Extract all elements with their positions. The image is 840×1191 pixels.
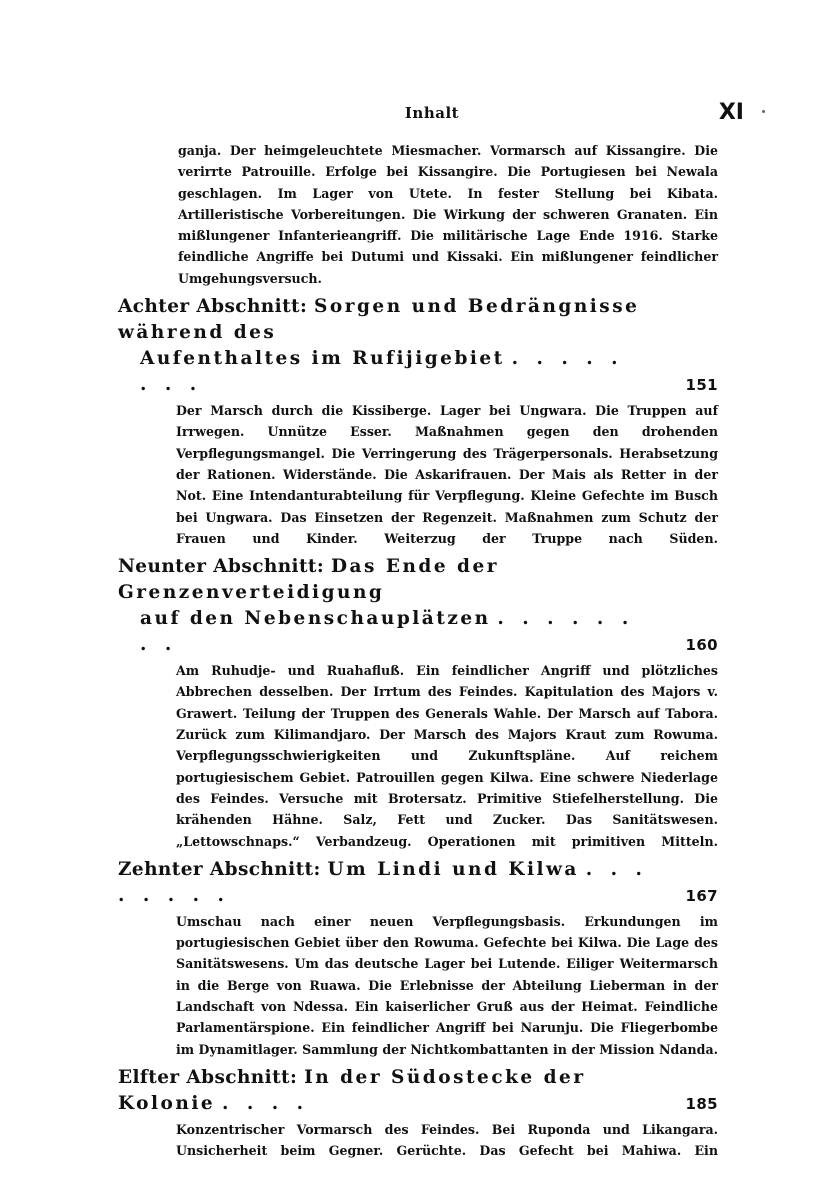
dot-leader: . . . . . . . . bbox=[140, 608, 635, 656]
section-page-number: 151 bbox=[685, 376, 718, 395]
section-title-line2: auf den Nebenschauplätzen bbox=[140, 608, 491, 630]
toc-entry-neunter-abschnitt bbox=[118, 554, 718, 852]
dot-leader: . . . . . . . . bbox=[118, 858, 648, 906]
section-summary: Am Ruhudje- und Ruahafluß. Ein feindlicher Angriff und plötzliches Abbrechen desselben. Der Irrtum des Feindes. Kapitulation des Majors v. Grawert. Teilung der Truppen des Generals Wahle. Der Marsch auf Tabora. Zurück zum Kilimandjaro. Der Marsch des Majors Kraut zum Rowuma. Verpflegungsschwierigkeiten und Zukunftspläne. Auf reichem portugiesischem Gebiet. Patrouillen gegen Kilwa. Eine schwere Niederlage des Feindes. Versuche mit Brotersatz. Primitive Stiefelherstellung. Die krähenden Hähne. Salz, Fett und Zucker. Das Sanitätswesen. „Lettowschnaps.“ Verbandzeug. Operationen mit primitiven Mitteln. bbox=[176, 663, 718, 849]
section-summary: Der Marsch durch die Kissiberge. Lager bei Ungwara. Die Truppen auf Irrwegen. Unnütze Esser. Maßnahmen gegen den drohenden Verpflegungsmangel. Die Verringerung des Trägerpersonals. Herabsetzung der Rationen. Widerstände. Die Askarifrauen. Der Mais als Retter in der Not. Eine Intendanturabteilung für Verpflegung. Kleine Gefechte im Busch bei Ungwara. Das Einsetzen der Regenzeit. Maßnahmen zum Schutz der Frauen und Kinder. Weiterzug der Truppe nach Süden. bbox=[176, 403, 718, 546]
section-page-number: 185 bbox=[685, 1094, 718, 1113]
print-speck bbox=[762, 110, 765, 113]
section-title: Um Lindi und Kilwa bbox=[327, 858, 579, 880]
toc-entry-zehnter-abschnitt bbox=[118, 857, 718, 1060]
section-title: In der Südostecke der Kolonie bbox=[118, 1066, 586, 1114]
section-title-line1: Sorgen und Bedrängnisse während des bbox=[118, 296, 640, 344]
toc-entry-heading bbox=[118, 294, 718, 398]
dot-leader: . . . . . . . . bbox=[140, 348, 624, 396]
dot-leader: . . . . bbox=[221, 1092, 310, 1114]
section-label: Elfter Abschnitt: bbox=[118, 1066, 298, 1088]
section-label: Neunter Abschnitt: bbox=[118, 556, 325, 578]
section-summary: Konzentrischer Vormarsch des Feindes. Bei Ruponda und Likangara. Unsicherheit beim Gegner. Gerüchte. Das Gefecht bei Mahiwa. Ein bbox=[176, 1121, 718, 1159]
section-label: Zehnter Abschnitt: bbox=[118, 858, 321, 880]
running-header bbox=[120, 100, 744, 130]
toc-entry-achter-abschnitt bbox=[118, 294, 718, 549]
toc-entry-elfter-abschnitt bbox=[118, 1065, 718, 1162]
table-of-contents bbox=[118, 140, 718, 1162]
section-title-line2: Aufenthaltes im Rufijigebiet bbox=[140, 348, 505, 370]
continued-section-summary: ganja. Der heimgeleuchtete Miesmacher. Vormarsch auf Kissangire. Die verirrte Patrouille. Erfolge bei Kissangire. Die Portugiesen bei Newala geschlagen. Im Lager von Utete. In fester Stellung bei Kibata. Artilleristische Vorbereitungen. Die Wirkung der schweren Granaten. Ein mißlungener Infanterieangriff. Die militärische Lage Ende 1916. Starke feindliche Angriffe bei Dutumi und Kissaki. Ein mißlungener feindlicher Umgehungsversuch. bbox=[178, 143, 718, 286]
section-page-number: 160 bbox=[685, 636, 718, 655]
section-label: Achter Abschnitt: bbox=[118, 296, 308, 318]
page-number: XI bbox=[718, 100, 744, 125]
section-page-number: 167 bbox=[685, 886, 718, 905]
section-summary: Umschau nach einer neuen Verpflegungsbasis. Erkundungen im portugiesischen Gebiet über den Rowuma. Gefechte bei Kilwa. Die Lage des Sanitätswesens. Um das deutsche Lager bei Lutende. Eiliger Weitermarsch in die Berge von Ruawa. Die Erlebnisse der Abteilung Lieberman in der Landschaft von Ndessa. Ein kaiserlicher Gruß aus der Heimat. Feindliche Parlamentärspione. Ein feindlicher Angriff bei Narunju. Die Fliegerbombe im Dynamitlager. Sammlung der Nichtkombattanten in der Mission Ndanda. bbox=[176, 913, 718, 1057]
running-title: Inhalt bbox=[404, 104, 460, 122]
toc-entry-heading bbox=[118, 1065, 718, 1117]
toc-entry-heading bbox=[118, 857, 718, 909]
toc-entry-heading bbox=[118, 554, 718, 658]
section-title-line1: Das Ende der Grenzenverteidigung bbox=[118, 556, 499, 604]
